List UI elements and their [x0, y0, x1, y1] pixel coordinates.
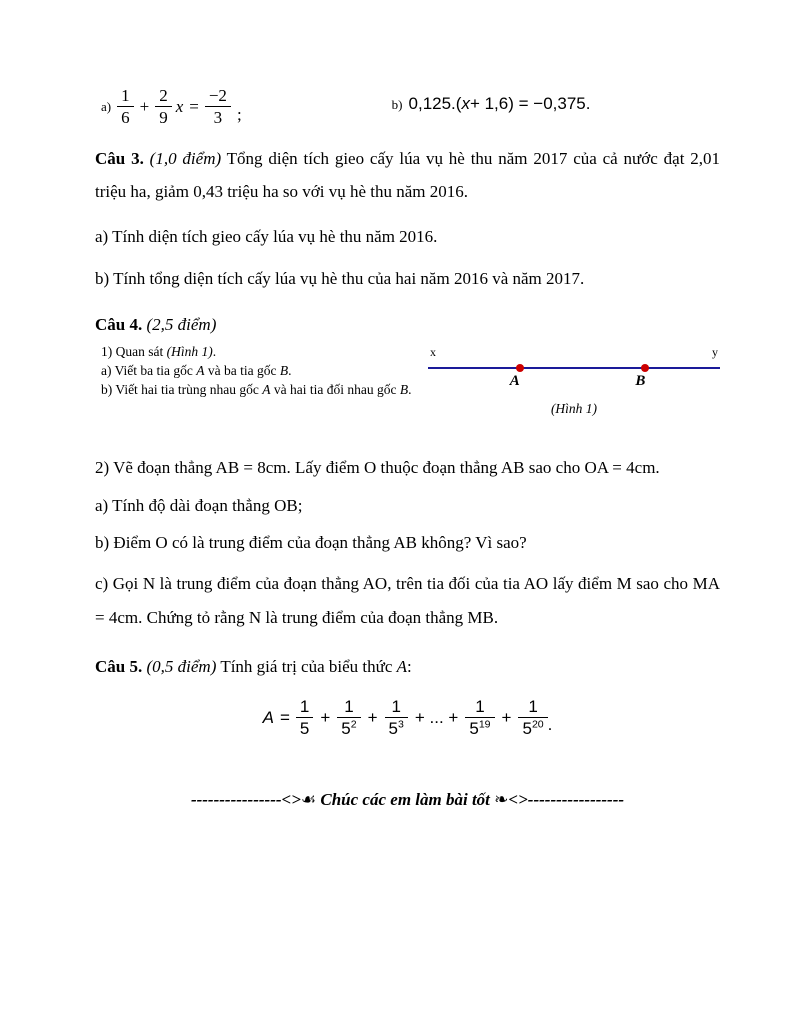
cau4-part2-item-b: b) Điểm O có là trung điểm của đoạn thẳng AB không? Vì sao? — [95, 533, 527, 553]
equations-row — [95, 86, 720, 127]
fraction-denominator: 6 — [121, 108, 130, 128]
cau3-title: Câu 3. — [95, 149, 144, 169]
figure-number-line — [428, 367, 720, 369]
fraction-numerator: 1 — [385, 697, 408, 718]
figure-point-b-label: B — [635, 373, 646, 390]
cau4-part2-intro: 2) Vẽ đoạn thẳng AB = 8cm. Lấy điểm O thuộc đoạn thẳng AB sao cho OA = 4cm. — [95, 458, 660, 478]
cau4-part2-item-c: c) Gọi N là trung điểm của đoạn thẳng AO, trên tia đối của tia AO lấy điểm M sao cho MA = 4cm. Chứng tỏ rằng N là trung điểm của đoạn thẳng MB. — [95, 574, 720, 628]
colon: : — [407, 657, 412, 677]
fraction-1-5p20 — [518, 697, 547, 738]
cau3-item-a: a) Tính diện tích gieo cấy lúa vụ hè thu năm 2016. — [95, 227, 438, 247]
figure-label-y: y — [712, 345, 718, 360]
equation-b-label: b) — [391, 97, 403, 112]
fraction-1-5cu — [385, 697, 408, 738]
point-a-ref: A — [262, 381, 271, 397]
cau4-part1-region — [95, 343, 720, 425]
cau4-part1-item-a — [101, 362, 428, 381]
equation-a-label: a) — [101, 98, 112, 114]
figure-reference: (Hình 1) — [166, 344, 213, 360]
equation-b-pre: 0,125.( — [408, 94, 462, 113]
equals-sign: = — [189, 96, 199, 116]
cau5-lead-text: Tính giá trị của biểu thức — [220, 657, 397, 677]
den-exponent: 3 — [398, 718, 404, 731]
fraction-numerator: −2 — [205, 86, 231, 107]
figure-point-b-dot — [641, 364, 649, 372]
item-a-text: và ba tia gốc — [204, 362, 280, 378]
fraction-denominator — [337, 718, 360, 738]
cau5-heading — [95, 657, 720, 677]
item-b-text: và hai tia đối nhau gốc — [270, 381, 400, 397]
ellipsis-operator: + ... + — [414, 707, 459, 727]
cau5-formula — [95, 697, 720, 738]
cau4-part2-item-a: a) Tính độ dài đoạn thẳng OB; — [95, 495, 303, 515]
period: . — [547, 715, 553, 735]
fraction-denominator: 9 — [159, 108, 168, 128]
fraction-denominator — [296, 718, 313, 738]
equation-b — [392, 86, 591, 114]
point-b-ref: B — [279, 362, 289, 378]
floral-ornament-right-icon: ❧ — [494, 790, 509, 810]
den-base: 5 — [388, 719, 399, 739]
period: . — [408, 381, 412, 397]
fraction-numerator: 1 — [465, 697, 494, 718]
fraction-neg2-3 — [205, 86, 231, 127]
den-base: 5 — [469, 719, 479, 739]
den-exponent: 2 — [350, 718, 357, 731]
cau5-points: (0,5 điểm) — [146, 657, 217, 677]
cau3-intro-text: Tổng diện tích gieo cấy lúa vụ hè thu năm 2017 của cả nước đạt 2,01 triệu ha, giảm 0,43 triệu ha so với vụ hè thu năm 2016. — [95, 149, 721, 202]
hinh-1-figure — [428, 345, 720, 425]
den-base: 5 — [341, 719, 351, 739]
den-base: 5 — [522, 719, 532, 739]
fraction-1-6 — [117, 86, 134, 127]
fraction-numerator: 1 — [337, 697, 360, 718]
cau4-points: (2,5 điểm) — [146, 315, 217, 335]
equals-sign: = — [279, 707, 290, 727]
cau4-part1-line1 — [101, 343, 428, 362]
fraction-1-5sq — [337, 697, 360, 738]
figure-point-a-dot — [516, 364, 524, 372]
cau5-title: Câu 5. — [95, 657, 143, 677]
plus-operator: + — [139, 96, 150, 116]
closing-message — [95, 790, 720, 810]
fraction-1-5p19 — [465, 697, 494, 738]
footer-right-dashes: <>----------------- — [508, 790, 625, 810]
cau4-part1-item-b — [101, 381, 428, 400]
fraction-numerator: 1 — [117, 86, 134, 107]
den-exponent: 20 — [531, 718, 544, 731]
cau4-part2-region — [95, 455, 720, 635]
cau4-title: Câu 4. — [95, 315, 143, 335]
fraction-denominator — [465, 718, 494, 738]
variable-x: x — [175, 96, 184, 116]
den-base: 5 — [299, 719, 310, 739]
point-a-ref: A — [196, 362, 205, 378]
cau3-intro-paragraph — [95, 142, 720, 208]
cau3-item-b: b) Tính tổng diện tích cấy lúa vụ hè thu của hai năm 2016 và năm 2017. — [95, 268, 585, 288]
item-a-text: a) Viết ba tia gốc — [101, 362, 197, 378]
formula-lhs-var: A — [262, 707, 274, 727]
fraction-numerator: 1 — [296, 697, 313, 718]
item-b-text: b) Viết hai tia trùng nhau gốc — [101, 381, 263, 397]
plus-operator: + — [367, 707, 378, 727]
figure-point-a-label: A — [509, 373, 520, 390]
cau4-heading — [95, 315, 720, 335]
fraction-numerator: 1 — [518, 697, 547, 718]
expression-a-ref: A — [396, 657, 408, 677]
fraction-denominator: 3 — [213, 108, 223, 128]
fraction-denominator — [385, 718, 408, 738]
part1-line1-text: 1) Quan sát — [101, 344, 167, 360]
footer-left-dashes: ----------------<> — [190, 790, 301, 810]
figure-label-x: x — [430, 345, 436, 360]
cau4-part1-text — [95, 343, 428, 425]
plus-operator: + — [320, 707, 331, 727]
plus-operator: + — [501, 707, 512, 727]
fraction-1-5 — [296, 697, 313, 738]
footer-text: Chúc các em làm bài tốt — [316, 790, 495, 810]
fraction-2-9 — [155, 86, 172, 127]
figure-caption: (Hình 1) — [550, 401, 598, 417]
point-b-ref: B — [399, 381, 409, 397]
equation-b-post: + 1,6) = −0,375. — [469, 94, 591, 113]
equation-a — [101, 86, 242, 127]
period: . — [288, 362, 292, 378]
variable-x: x — [461, 94, 470, 113]
den-exponent: 19 — [478, 718, 491, 731]
fraction-denominator — [518, 718, 547, 738]
period: . — [212, 344, 217, 360]
semicolon: ; — [236, 105, 242, 125]
fraction-numerator: 2 — [155, 86, 172, 107]
floral-ornament-left-icon: ☙ — [300, 790, 317, 810]
cau3-points: (1,0 điểm) — [149, 149, 222, 169]
